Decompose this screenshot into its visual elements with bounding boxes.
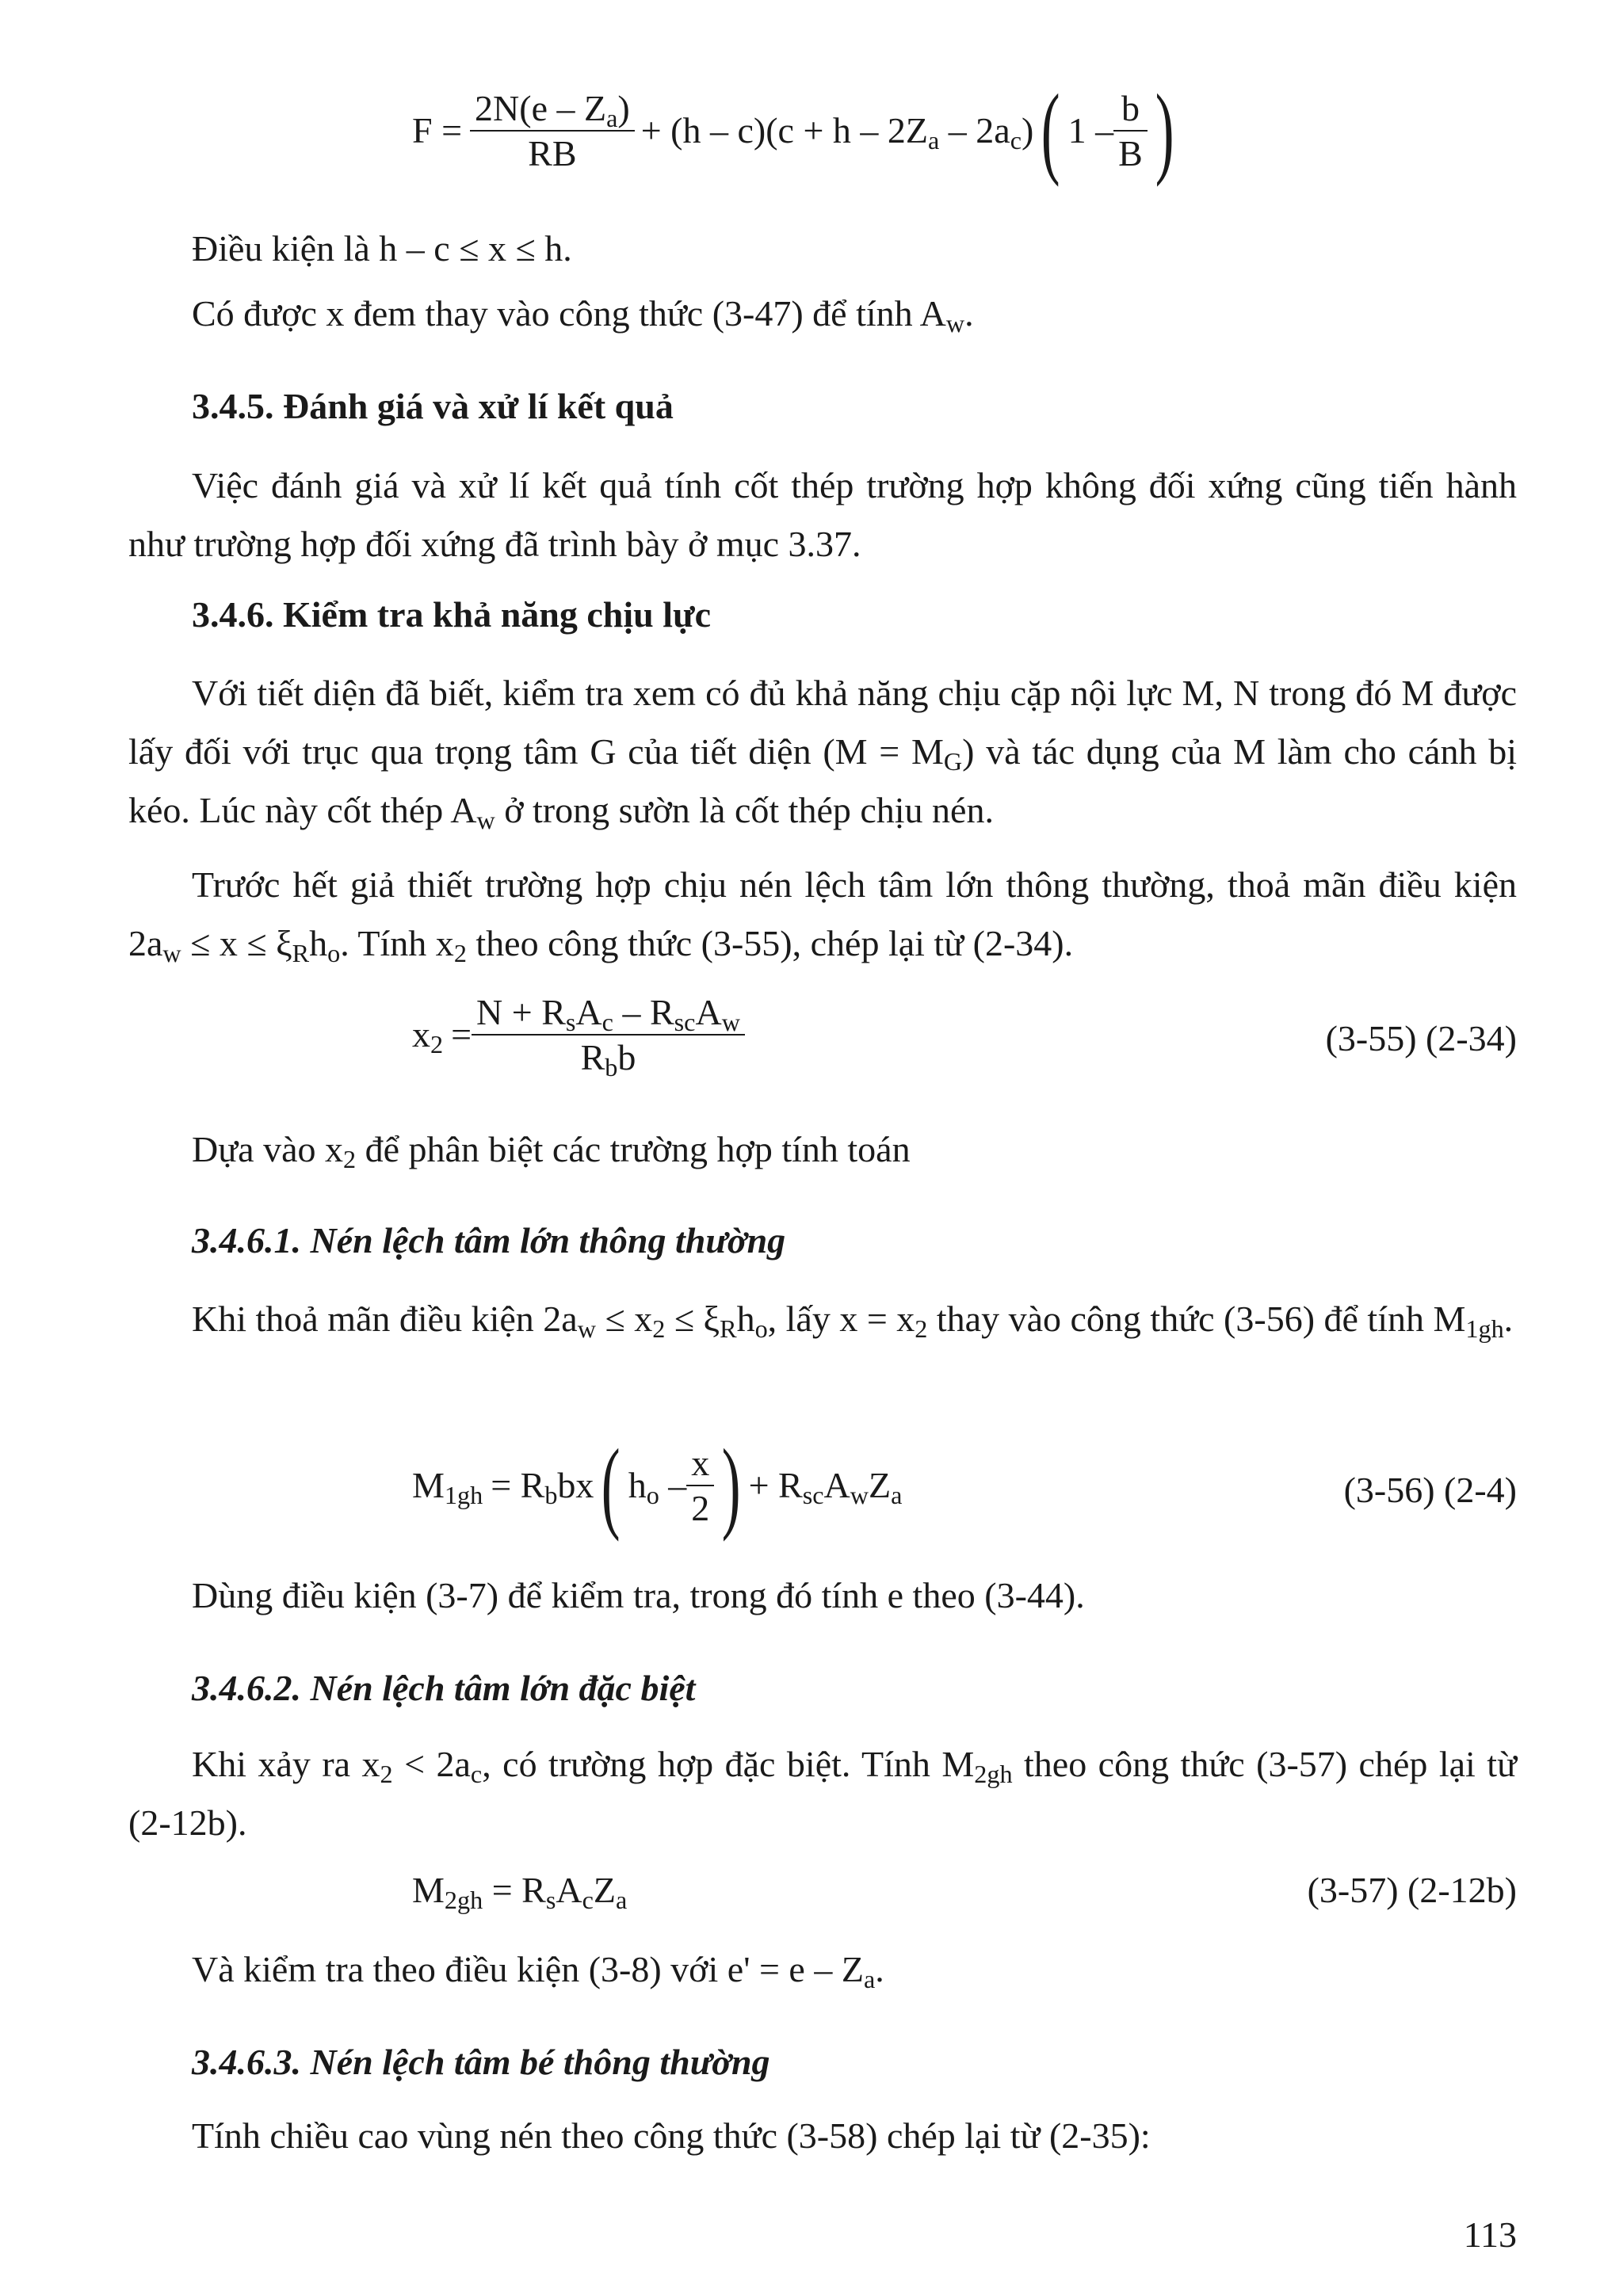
fraction: $\frac{x}{2}$: [686, 1441, 714, 1530]
section-heading-3-4-6: 3.4.6. Kiểm tra khả năng chịu lực: [192, 594, 712, 635]
section-heading-3-4-6-2: 3.4.6.2. Nén lệch tâm lớn đặc biệt: [192, 1668, 696, 1708]
formula-x2: $x_2$ = $\frac{N + R_sA_c - R_{sc}A_w}{R_bb}$: [412, 990, 745, 1079]
page-number: 113: [1463, 2214, 1517, 2255]
condition-text: Điều kiện là h – c ≤ x ≤ h.: [192, 228, 572, 269]
paragraph-3-4-6-1: Khi thoả mãn điều kiện $2a_w \le x_2 \le \xi_Rh_o$, lấy $x = x_2$ thay vào công thức (3-56) để tính $M_{1gh}$.: [192, 1299, 1514, 1344]
formula-f: F = $\frac{2N(e - Z_a)}{RB}$ + $(h - c)(c + h - 2Z_a - 2a_c)$ ( 1 – $\frac{b}{B}$ ): [412, 74, 1174, 188]
paragraph-x2: Dựa vào $x_2$ để phân biệt các trường hợp tính toán: [192, 1129, 911, 1174]
fraction: $\frac{N + R_sA_c - R_{sc}A_w}{R_bb}$: [472, 990, 745, 1079]
paragraph-3-4-6-3: Tính chiều cao vùng nén theo công thức (3-58) chép lại từ (2-35):: [192, 2115, 1151, 2156]
paragraph-3-4-6-a: Với tiết diện đã biết, kiểm tra xem có đủ khả năng chịu cặp nội lực M, N trong đó M được lấy đối với trục qua trọng tâm G của tiết diện $(M = M_G)$ và tác dụng của M làm cho cánh bị kéo. Lúc này cốt thép $A_w$ ở trong sườn là cốt thép chịu nén.: [128, 673, 1517, 835]
paragraph-3-4-5: Việc đánh giá và xử lí kết quả tính cốt thép trường hợp không đối xứng cũng tiến hành như trường hợp đối xứng đã trình bày ở mục 3.37.: [128, 465, 1517, 564]
paragraph-check-2: Và kiểm tra theo điều kiện (3-8) với $e' = e - Z_a$.: [192, 1949, 884, 1994]
substitute-text: Có được x đem thay vào công thức (3-47) để tính $A_w$.: [192, 293, 974, 338]
section-heading-3-4-5: 3.4.5. Đánh giá và xử lí kết quả: [192, 386, 674, 426]
fraction: $\frac{2N(e - Z_a)}{RB}$: [470, 86, 635, 175]
formula-m2gh: $M_{2gh} = R_sA_cZ_a$: [412, 1870, 628, 1915]
paragraph-check-1: Dùng điều kiện (3-7) để kiểm tra, trong đó tính e theo (3-44).: [192, 1575, 1085, 1615]
fraction: $\frac{b}{B}$: [1113, 86, 1148, 175]
paragraph-3-4-6-2: Khi xảy ra $x_2 < 2a_c$, có trường hợp đặc biệt. Tính $M_{2gh}$ theo công thức (3-57) chép lại từ (2-12b).: [128, 1744, 1517, 1843]
paragraph-3-4-6-b: Trước hết giả thiết trường hợp chịu nén lệch tâm lớn thông thường, thoả mãn điều kiện $2a_w \le x \le \xi_Rh_o$. Tính $x_2$ theo công thức (3-55), chép lại từ (2-34).: [128, 864, 1517, 968]
section-heading-3-4-6-1: 3.4.6.1. Nén lệch tâm lớn thông thường: [192, 1220, 786, 1261]
section-heading-3-4-6-3: 3.4.6.3. Nén lệch tâm bé thông thường: [192, 2042, 770, 2082]
equation-number: (3-55) (2-34): [1325, 1018, 1517, 1058]
equation-number: (3-57) (2-12b): [1307, 1870, 1517, 1910]
formula-m1gh: $M_{1gh}$ = $R_bbx$ ( $h_o$ – $\frac{x}{2}$ ) + $R_{sc}A_wZ_a$: [412, 1428, 903, 1543]
equation-number: (3-56) (2-4): [1343, 1470, 1517, 1510]
